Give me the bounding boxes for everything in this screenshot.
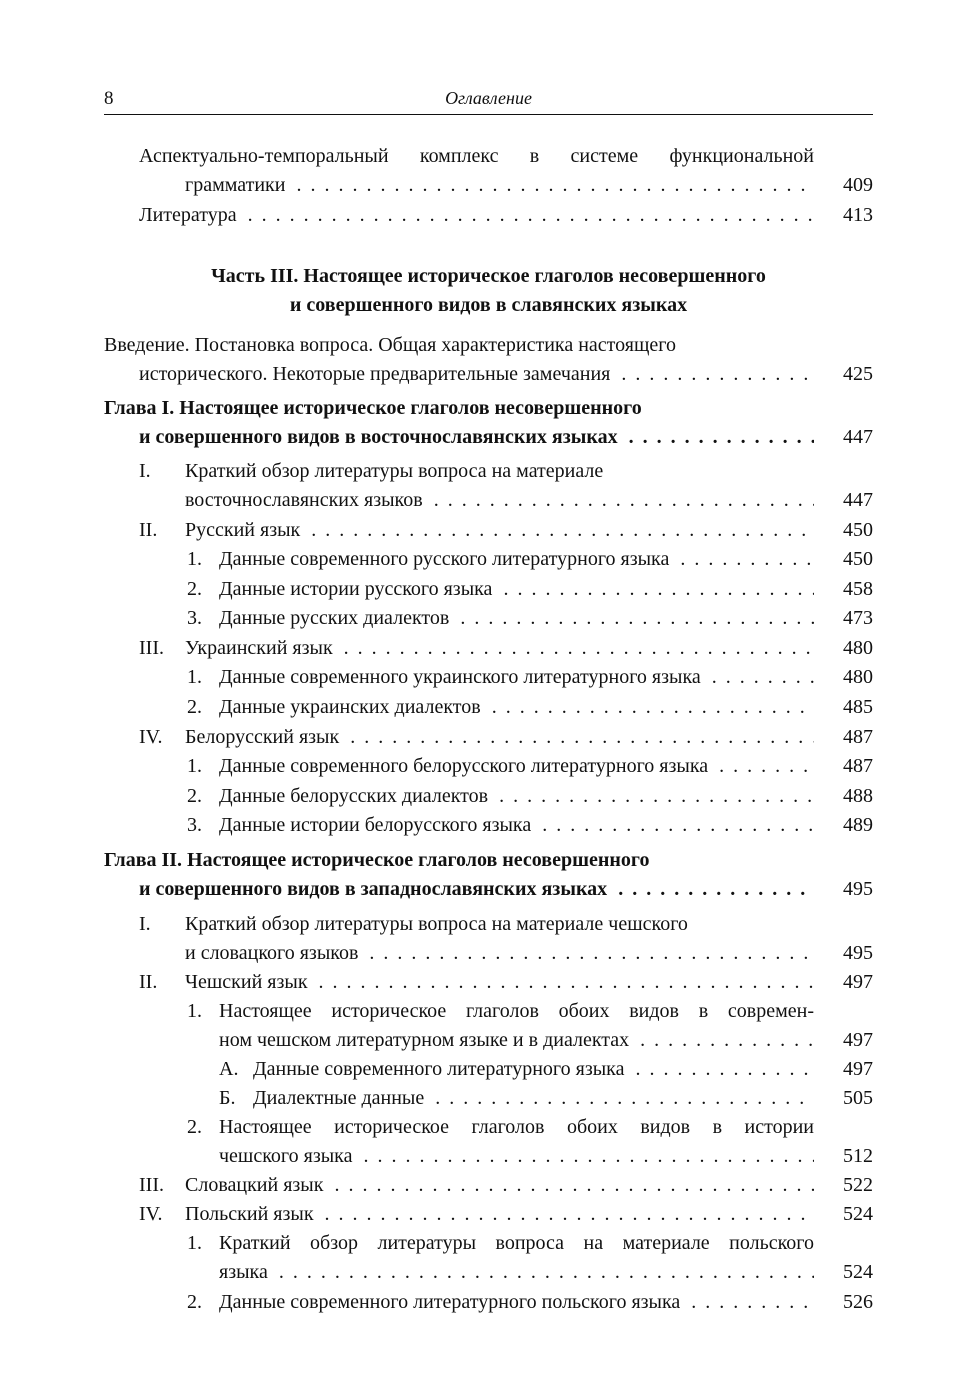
- chapter-heading: Глава II. Настоящее историческое глаголов несовершенного: [104, 849, 650, 871]
- subsection-number: 3.: [187, 814, 202, 836]
- toc-entry-line: Настоящее историческое глаголов обоих видов в истории: [219, 1116, 814, 1138]
- section-number: I.: [139, 460, 151, 482]
- page-ref: 489: [843, 814, 873, 836]
- page-ref: 450: [843, 548, 873, 570]
- page-ref: 524: [843, 1203, 873, 1225]
- toc-entry-line: Данные белорусских диалектов . . .: [219, 781, 814, 811]
- toc-entry-line: Данные истории белорусского языка . . .: [219, 810, 814, 840]
- page-ref: 526: [843, 1291, 873, 1313]
- toc-entry-line: Данные современного литературного языка . . .: [253, 1054, 814, 1084]
- toc-entry-line: Чешский язык . . .: [185, 967, 814, 997]
- toc-entry-line: Данные украинских диалектов . . .: [219, 692, 814, 722]
- page-ref: 487: [843, 726, 873, 748]
- header-rule: [104, 114, 873, 115]
- page-ref: 485: [843, 696, 873, 718]
- toc-entry-line: Словацкий язык . . .: [185, 1170, 814, 1200]
- toc-entry-line: ном чешском литературном языке и в диалектах . . .: [219, 1025, 814, 1055]
- part-heading: Часть III. Настоящее историческое глаголов несовершенного: [211, 265, 766, 287]
- toc-entry-line: грамматики . . .: [185, 170, 814, 200]
- section-number: II.: [139, 519, 158, 541]
- page-number: 8: [104, 88, 114, 109]
- chapter-heading: и совершенного видов в восточнославянских языках . . .: [139, 422, 814, 452]
- toc-entry-line: языка . . .: [219, 1257, 814, 1287]
- part-heading: и совершенного видов в славянских языках: [289, 294, 688, 316]
- page-header: [104, 86, 873, 116]
- subsection-letter: А.: [219, 1058, 239, 1080]
- running-title: Оглавление: [445, 88, 532, 108]
- section-number: IV.: [139, 1203, 163, 1225]
- page-ref: 480: [843, 666, 873, 688]
- page-ref: 458: [843, 578, 873, 600]
- toc-entry-line: Украинский язык . . .: [185, 633, 814, 663]
- toc-entry-line: восточнославянских языков . . .: [185, 485, 814, 515]
- page-ref: 497: [843, 1029, 873, 1051]
- page-ref: 447: [843, 426, 873, 448]
- page-ref: 495: [843, 942, 873, 964]
- page-ref: 447: [843, 489, 873, 511]
- page-ref: 524: [843, 1261, 873, 1283]
- toc-entry-line: Литература . . .: [139, 200, 814, 230]
- page-ref: 505: [843, 1087, 873, 1109]
- toc-entry-line: исторического. Некоторые предварительные замечания . . .: [139, 359, 814, 389]
- toc-entry-line: Данные современного русского литературного языка . . .: [219, 544, 814, 574]
- page-ref: 425: [843, 363, 873, 385]
- toc-entry-line: Польский язык . . .: [185, 1199, 814, 1229]
- toc-entry-line: Данные современного белорусского литературного языка . . .: [219, 751, 814, 781]
- toc-entry-line: Данные современного украинского литературного языка . . .: [219, 662, 814, 692]
- section-number: IV.: [139, 726, 163, 748]
- section-number: III.: [139, 1174, 164, 1196]
- toc-entry-line: Данные истории русского языка . . .: [219, 574, 814, 604]
- page-ref: 497: [843, 971, 873, 993]
- page-ref: 480: [843, 637, 873, 659]
- section-number: II.: [139, 971, 158, 993]
- page-ref: 488: [843, 785, 873, 807]
- toc-entry-line: Аспектуально-темпоральный комплекс в системе функциональной: [139, 145, 814, 167]
- page-ref: 450: [843, 519, 873, 541]
- page-ref: 409: [843, 174, 873, 196]
- subsection-number: 3.: [187, 607, 202, 629]
- chapter-heading: Глава I. Настоящее историческое глаголов несовершенного: [104, 397, 642, 419]
- toc-entry-line: и словацкого языков . . .: [185, 938, 814, 968]
- section-number: I.: [139, 913, 151, 935]
- section-number: III.: [139, 637, 164, 659]
- subsection-number: 1.: [187, 755, 202, 777]
- toc-entry-line: Введение. Постановка вопроса. Общая характеристика настоящего: [104, 334, 676, 356]
- subsection-number: 1.: [187, 548, 202, 570]
- toc-entry-line: Белорусский язык . . .: [185, 722, 814, 752]
- page-ref: 487: [843, 755, 873, 777]
- subsection-number: 2.: [187, 1116, 202, 1138]
- subsection-number: 2.: [187, 785, 202, 807]
- page-ref: 512: [843, 1145, 873, 1167]
- page-ref: 413: [843, 204, 873, 226]
- subsection-number: 1.: [187, 1232, 202, 1254]
- subsection-number: 1.: [187, 666, 202, 688]
- toc-entry-line: Диалектные данные . . .: [253, 1083, 814, 1113]
- toc-entry-line: Краткий обзор литературы вопроса на материале: [185, 460, 604, 482]
- page-ref: 473: [843, 607, 873, 629]
- toc-entry-line: Краткий обзор литературы вопроса на материале польского: [219, 1232, 814, 1254]
- page-ref: 497: [843, 1058, 873, 1080]
- toc-entry-line: Краткий обзор литературы вопроса на материале чешского: [185, 913, 688, 935]
- toc-entry-line: Русский язык . . .: [185, 515, 814, 545]
- subsection-number: 1.: [187, 1000, 202, 1022]
- page-ref: 495: [843, 878, 873, 900]
- subsection-number: 2.: [187, 696, 202, 718]
- subsection-number: 2.: [187, 578, 202, 600]
- toc-entry-line: Настоящее историческое глаголов обоих видов в современ-: [219, 1000, 814, 1022]
- chapter-heading: и совершенного видов в западнославянских языках . . .: [139, 874, 814, 904]
- subsection-letter: Б.: [219, 1087, 236, 1109]
- toc-entry-line: Данные современного литературного польского языка . . .: [219, 1287, 814, 1317]
- toc-entry-line: Данные русских диалектов . . .: [219, 603, 814, 633]
- subsection-number: 2.: [187, 1291, 202, 1313]
- page-ref: 522: [843, 1174, 873, 1196]
- toc-entry-line: чешского языка . . .: [219, 1141, 814, 1171]
